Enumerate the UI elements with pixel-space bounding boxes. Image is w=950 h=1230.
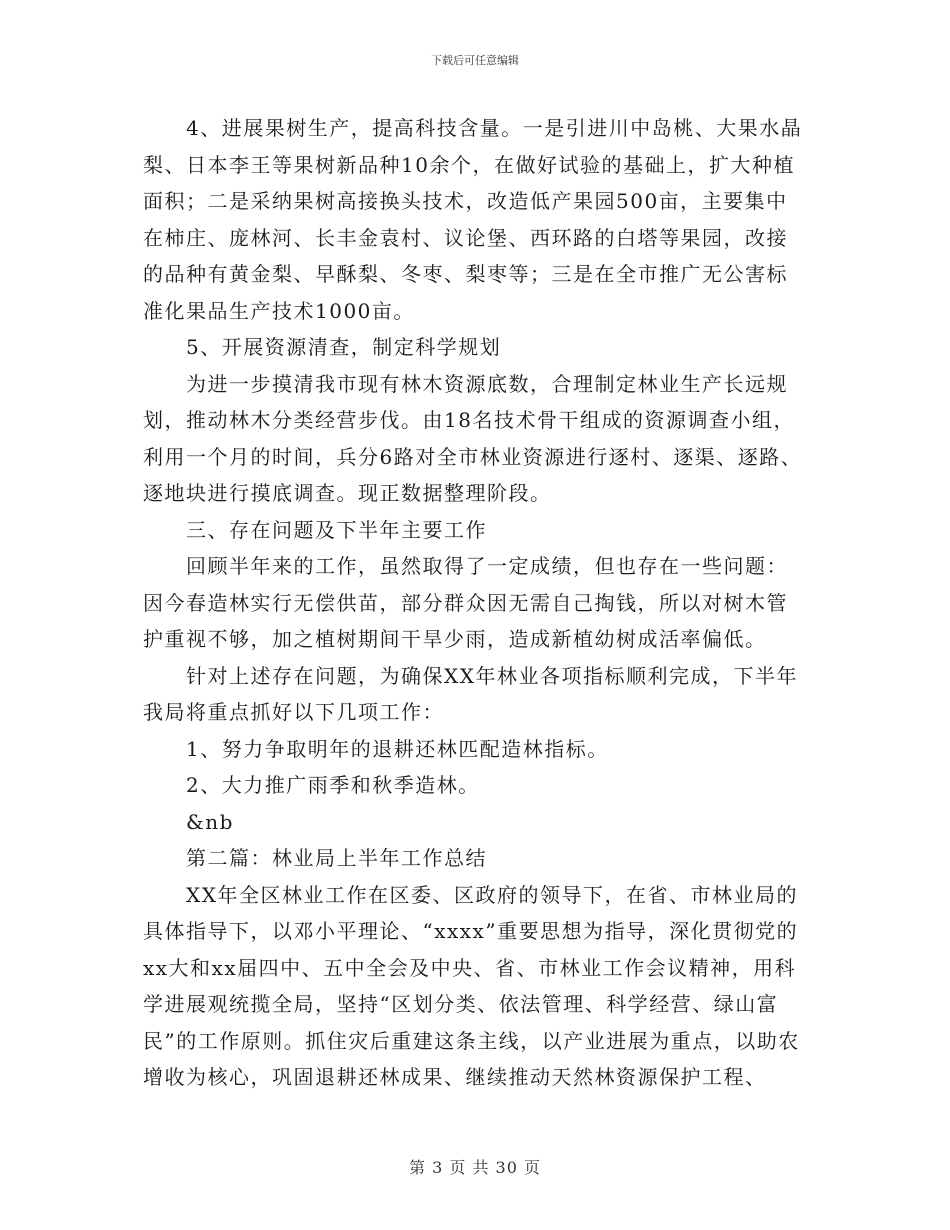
paragraph-plans-intro: 针对上述存在问题，为确保XX年林业各项指标顺利完成，下半年我局将重点抓好以下几项工作： xyxy=(143,663,798,724)
list-item-2: 2、大力推广雨季和秋季造林。 xyxy=(186,773,480,797)
paragraph-part-two-intro: XX年全区林业工作在区委、区政府的领导下，在省、市林业局的具体指导下，以邓小平理论、“xxxx”重要思想为指导，深化贯彻党的xx大和xx届四中、五中全会及中央、省、市林业工作会议精神，用科学进展观统揽全局，坚持“区划分类、依法管理、科学经营、绿山富民”的工作原则。抓住灾后重建这条主线，以产业进展为重点，以助农增收为核心，巩固退耕还林成果、继续推动天然林资源保护工程、 xyxy=(143,882,800,1089)
heading-part-two: 第二篇：林业局上半年工作总结 xyxy=(186,846,487,870)
paragraph-fruit-production: 4、进展果树生产，提高科技含量。一是引进川中岛桃、大果水晶梨、日本李王等果树新品种10余个，在做好试验的基础上，扩大种植面积；二是采纳果树高接换头技术，改造低产果园500亩，主要集中在柿庄、庞林河、长丰金袁村、议论堡、西环路的白塔等果园，改接的品种有黄金梨、早酥梨、冬枣、梨枣等；三是在全市推广无公害标准化果品生产技术1000亩。 xyxy=(143,116,803,323)
document-body xyxy=(143,110,808,1096)
paragraph-resource-survey: 为进一步摸清我市现有林木资源底数，合理制定林业生产长远规划，推动林木分类经营步伐。由18名技术骨干组成的资源调查小组，利用一个月的时间，兵分6路对全市林业资源进行逐村、逐渠、逐路、逐地块进行摸底调查。现正数据整理阶段。 xyxy=(143,371,803,505)
paragraph-problems: 回顾半年来的工作，虽然取得了一定成绩，但也存在一些问题：因今春造林实行无偿供苗，部分群众因无需自己掏钱，所以对树木管护重视不够，加之植树期间干旱少雨，造成新植幼树成活率偏低。 xyxy=(143,554,788,651)
page-number: 第 3 页 共 30 页 xyxy=(409,1158,541,1177)
stray-text: &nb xyxy=(186,809,234,834)
heading-resource-survey: 5、开展资源清查，制定科学规划 xyxy=(186,335,502,359)
page-header: 下载后可任意编辑 xyxy=(431,54,519,67)
heading-problems-and-plans: 三、存在问题及下半年主要工作 xyxy=(186,517,487,542)
list-item-1: 1、努力争取明年的退耕还林匹配造林指标。 xyxy=(186,736,609,761)
